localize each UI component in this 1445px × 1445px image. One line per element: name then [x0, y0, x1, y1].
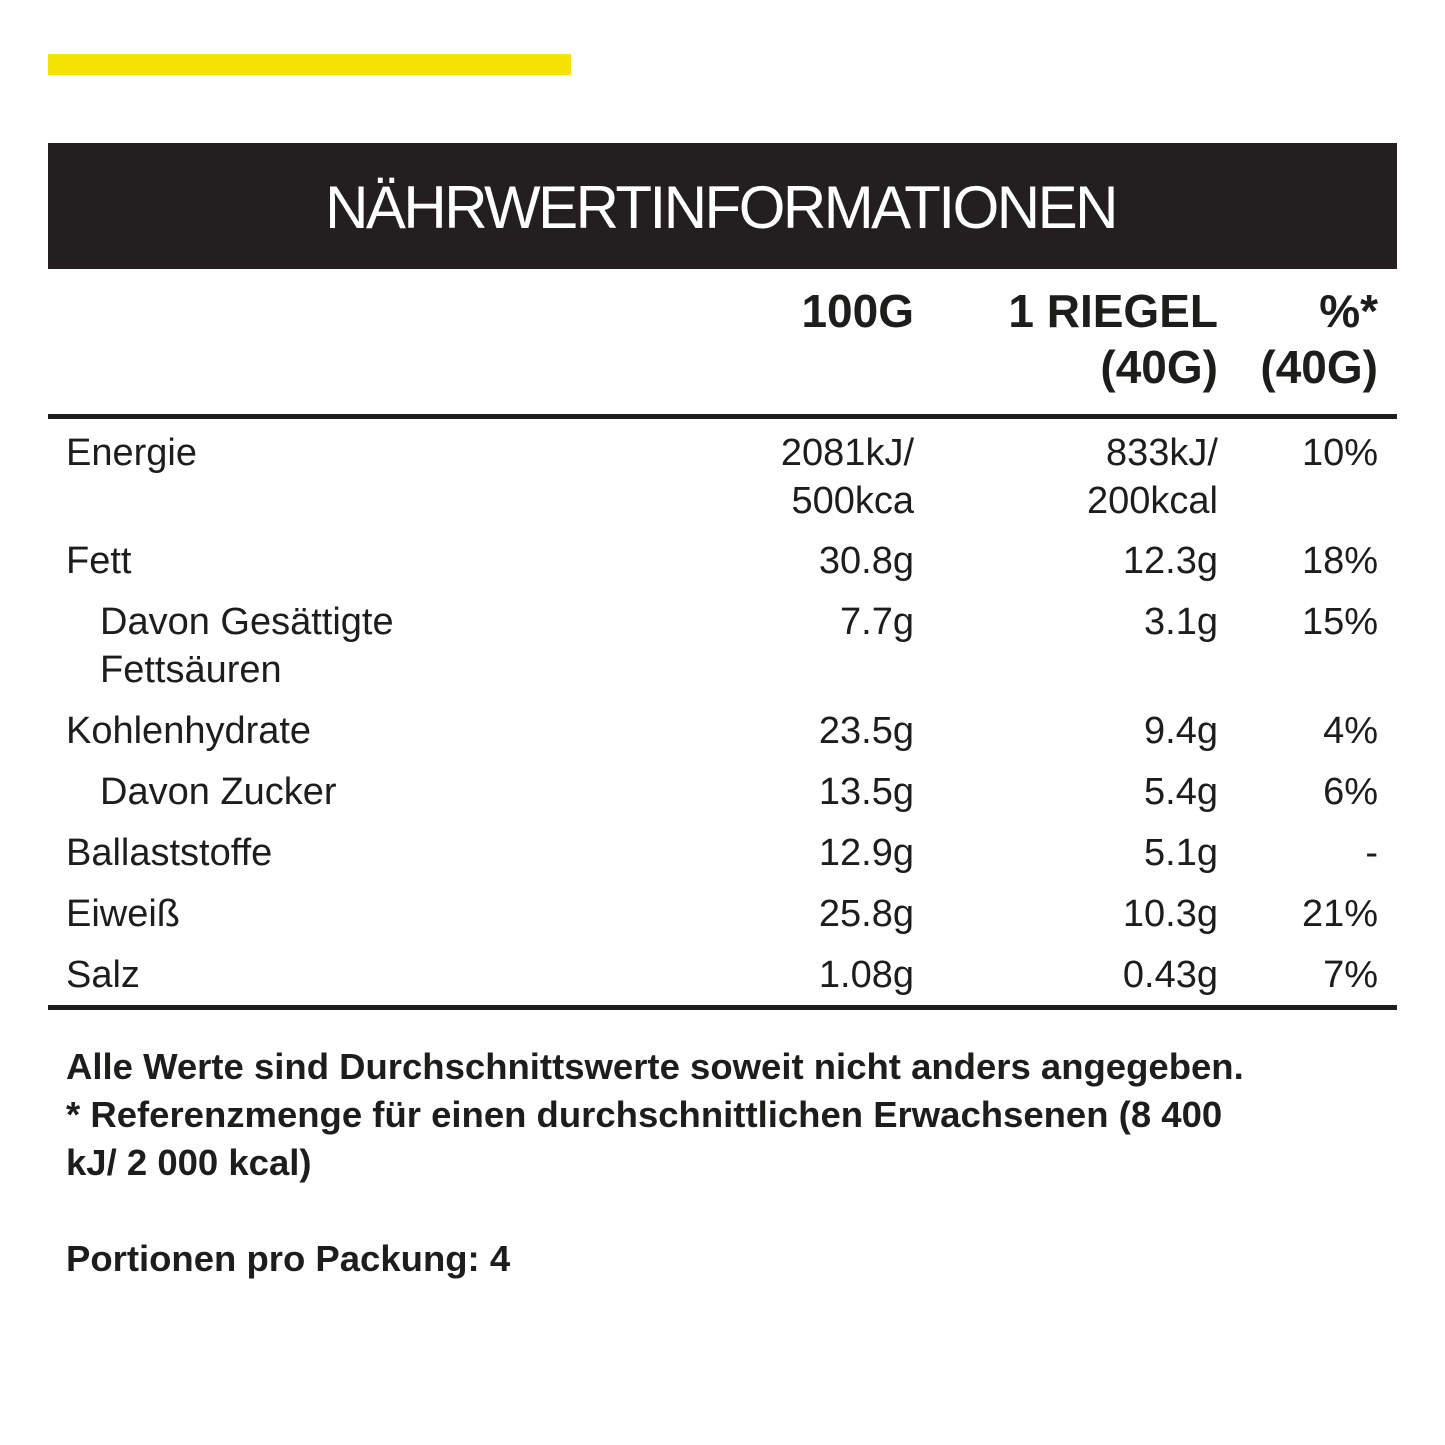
value-per-100g: 23.5g — [818, 710, 914, 752]
table-top-rule — [48, 414, 1397, 419]
row-label: Eiweiß — [66, 893, 181, 935]
value-per-bar: 9.4g — [1144, 710, 1218, 752]
value-percent: 6% — [1323, 771, 1378, 813]
row-label: Salz — [66, 954, 140, 996]
table-bottom-rule — [48, 1005, 1397, 1010]
value-per-100g: 7.7g — [840, 601, 914, 643]
page-title: NÄHRWERTINFORMATIONEN — [325, 174, 1116, 241]
value-per-bar: 10.3g — [1122, 893, 1218, 935]
column-header-per-bar: 1 RIEGEL (40G) — [1008, 285, 1218, 393]
value-percent: - — [1365, 832, 1378, 874]
value-per-bar: 3.1g — [1144, 601, 1218, 643]
row-label: Davon Zucker — [100, 771, 337, 813]
column-header-100g: 100G — [801, 285, 914, 337]
value-percent: 10% — [1301, 432, 1378, 474]
value-per-100g: 25.8g — [818, 893, 914, 935]
value-per-bar: 5.1g — [1144, 832, 1218, 874]
value-percent: 4% — [1323, 710, 1378, 752]
value-per-100g: 1.08g — [818, 954, 914, 996]
value-percent: 21% — [1301, 893, 1378, 935]
value-percent: 7% — [1323, 954, 1378, 996]
value-per-bar: 0.43g — [1122, 954, 1218, 996]
value-percent: 18% — [1301, 540, 1378, 582]
footnote: Alle Werte sind Durchschnittswerte soweit nicht anders angegeben. * Referenzmenge für einen durchschnittlichen Erwachsenen (8 400 kJ/ 2 000 kcal) — [66, 1046, 1244, 1183]
value-per-bar: 12.3g — [1122, 540, 1218, 582]
value-per-bar: 5.4g — [1144, 771, 1218, 813]
value-per-100g: 30.8g — [818, 540, 914, 582]
title-band — [48, 143, 1397, 269]
row-label: Fett — [66, 540, 132, 582]
column-header-percent: %* (40G) — [1260, 285, 1378, 393]
value-per-100g: 12.9g — [818, 832, 914, 874]
row-label: Kohlenhydrate — [66, 710, 312, 752]
value-per-100g: 2081kJ/ 500kca — [780, 432, 914, 522]
value-per-100g: 13.5g — [818, 771, 914, 813]
value-percent: 15% — [1301, 601, 1378, 643]
row-label: Davon Gesättigte Fettsäuren — [100, 601, 394, 691]
accent-bar — [48, 54, 571, 75]
row-label: Ballaststoffe — [66, 832, 273, 874]
portions-per-pack: Portionen pro Packung: 4 — [66, 1238, 511, 1279]
value-per-bar: 833kJ/ 200kcal — [1087, 432, 1218, 522]
row-label: Energie — [66, 432, 197, 474]
